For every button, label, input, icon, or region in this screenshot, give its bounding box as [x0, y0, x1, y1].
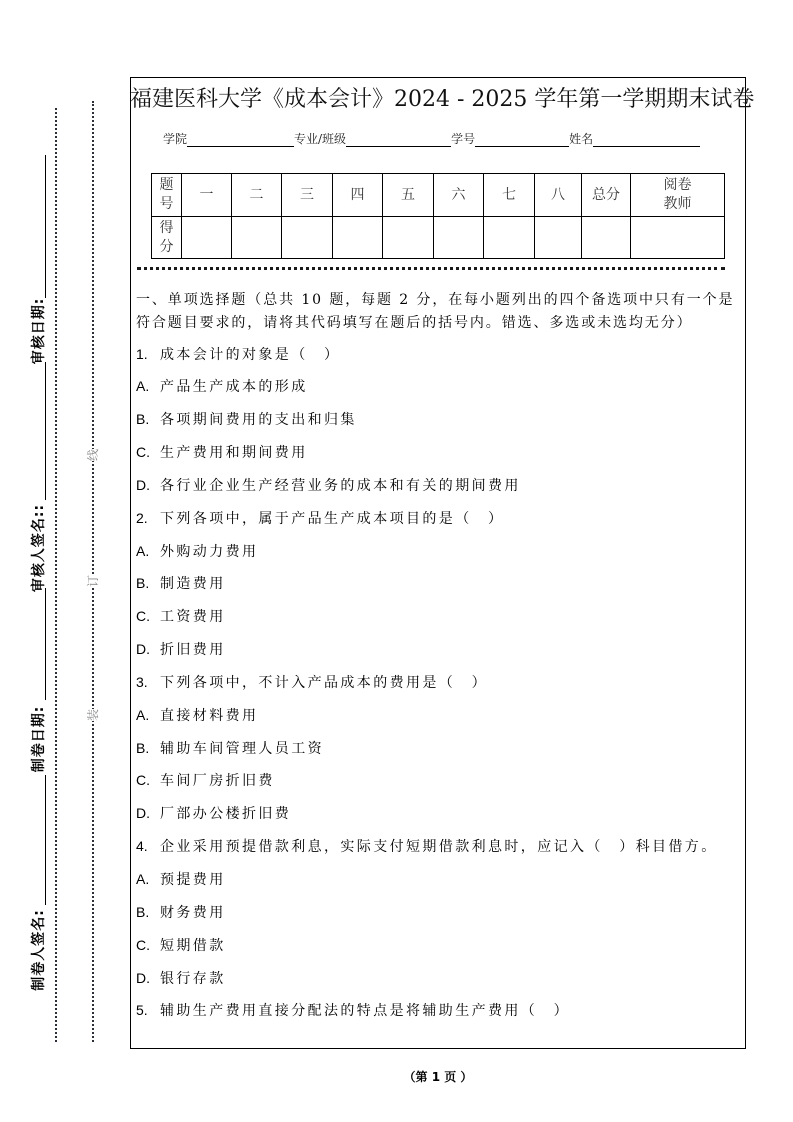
binding-mark-zhuang: 装 — [86, 708, 100, 722]
option-label: C. — [136, 936, 150, 953]
score-cell — [434, 217, 484, 259]
question-text: 辅助生产费用直接分配法的特点是将辅助生产费用（ ） — [160, 1003, 570, 1020]
question-number-label: 题号 — [159, 177, 174, 212]
option-item — [136, 929, 718, 962]
option-label: A. — [136, 542, 150, 559]
option-item — [136, 896, 718, 929]
question-stem — [136, 338, 718, 371]
score-table — [151, 173, 725, 259]
option-item — [136, 797, 718, 830]
major-class-field — [346, 132, 451, 147]
column-header-grader-cell — [631, 174, 725, 217]
question-number: 5. — [136, 1002, 148, 1019]
binding-mark-xian: 线 — [86, 448, 100, 462]
option-item — [136, 732, 718, 765]
option-text: 厂部办公楼折旧费 — [160, 806, 292, 823]
question-stem — [136, 830, 718, 863]
option-item — [136, 535, 718, 568]
question-number: 3. — [136, 673, 148, 690]
score-cell — [383, 217, 434, 259]
column-header: 五 — [383, 174, 434, 217]
option-label: D. — [136, 969, 150, 986]
option-label: C. — [136, 608, 150, 625]
question-stem — [136, 666, 718, 699]
section-heading-line: 一、单项选择题（总共 10 题，每题 2 分，在每小题列出的四个备选项中只有一个是 — [136, 292, 735, 308]
option-text: 辅助车间管理人员工资 — [160, 740, 324, 757]
option-text: 银行存款 — [160, 970, 226, 987]
option-item — [136, 863, 718, 896]
option-label: B. — [136, 903, 150, 920]
option-text: 各项期间费用的支出和归集 — [160, 412, 357, 429]
name-label: 姓名 — [569, 132, 594, 146]
dotted-separator — [137, 267, 725, 270]
option-text: 产品生产成本的形成 — [160, 379, 308, 396]
option-text: 工资费用 — [160, 609, 226, 626]
score-row — [152, 217, 725, 259]
major-class-label: 专业/班级 — [294, 132, 347, 146]
compile-date-underline — [45, 588, 46, 700]
question-text: 成本会计的对象是（ ） — [160, 346, 341, 363]
column-header: 八 — [535, 174, 582, 217]
option-label: A. — [136, 378, 150, 395]
question-list — [136, 338, 718, 1028]
option-text: 折旧费用 — [160, 642, 226, 659]
question-stem — [136, 994, 718, 1027]
question-number: 1. — [136, 345, 148, 362]
score-cell — [484, 217, 535, 259]
option-text: 财务费用 — [160, 904, 226, 921]
college-label: 学院 — [163, 132, 188, 146]
binding-mark-ding: 订 — [86, 574, 100, 588]
option-label: A. — [136, 706, 150, 723]
option-label: D. — [136, 641, 150, 658]
option-label: B. — [136, 411, 150, 428]
option-label: A. — [136, 871, 150, 887]
option-text: 直接材料费用 — [160, 707, 259, 724]
question-text: 下列各项中，属于产品生产成本项目的是（ ） — [160, 510, 505, 527]
section-heading — [136, 289, 734, 335]
compile-date-label: 制卷日期: — [31, 705, 47, 773]
option-label: B. — [136, 739, 150, 756]
row-header-cell — [152, 217, 182, 259]
option-label: B. — [136, 575, 150, 592]
option-item — [136, 600, 718, 633]
page-number: （第 1 页 ） — [403, 1070, 473, 1084]
column-header: 二 — [232, 174, 282, 217]
score-cell — [182, 217, 232, 259]
score-cell — [333, 217, 383, 259]
question-text: 下列各项中，不计入产品成本的费用是（ ） — [160, 674, 488, 691]
option-text: 车间厂房折旧费 — [160, 773, 275, 790]
review-date-label: 审核日期: — [31, 297, 47, 365]
total-score-cell — [582, 217, 631, 259]
inner-dotted-line — [55, 108, 57, 1042]
option-label: D. — [136, 476, 150, 493]
option-label: C. — [136, 444, 150, 461]
column-header: 六 — [434, 174, 484, 217]
option-item — [136, 699, 718, 732]
option-text: 短期借款 — [160, 937, 226, 954]
column-header-total: 总分 — [582, 174, 631, 217]
binding-dotted-line — [92, 101, 94, 1042]
option-item — [136, 764, 718, 797]
option-label: C. — [136, 772, 150, 789]
section-heading-line: 符合题目要求的，请将其代码填写在题后的括号内。错选、多选或未选均无分） — [136, 315, 693, 331]
question-number: 4. — [136, 838, 148, 855]
compiler-signature-label: 制卷人签名: — [31, 909, 47, 991]
exam-title: 福建医科大学《成本会计》2024 - 2025 学年第一学期期末试卷 — [130, 87, 755, 112]
option-item — [136, 633, 718, 666]
compiler-signature-underline — [45, 775, 46, 905]
option-item — [136, 567, 718, 600]
option-text: 生产费用和期间费用 — [160, 445, 308, 462]
option-item — [136, 962, 718, 995]
column-header: 四 — [333, 174, 383, 217]
student-id-label: 学号 — [451, 132, 476, 146]
score-label: 得分 — [159, 219, 174, 255]
option-text: 预提费用 — [160, 872, 226, 888]
college-field — [187, 132, 294, 147]
question-number: 2. — [136, 509, 148, 526]
review-date-underline — [45, 155, 46, 298]
column-header: 七 — [484, 174, 535, 217]
question-number-row — [152, 174, 725, 217]
grader-cell — [631, 217, 725, 259]
student-id-field — [475, 132, 569, 147]
option-text: 外购动力费用 — [160, 543, 259, 560]
question-stem — [136, 502, 718, 535]
column-header-grader: 阅卷教师 — [663, 177, 692, 212]
score-cell — [535, 217, 582, 259]
reviewer-signature-label: 审核人签名:: — [31, 503, 47, 593]
option-label: D. — [136, 805, 150, 822]
option-item — [136, 469, 718, 502]
student-info-row — [163, 131, 700, 147]
option-text: 各行业企业生产经营业务的成本和有关的期间费用 — [160, 477, 521, 494]
reviewer-signature-underline — [45, 362, 46, 500]
column-header: 一 — [182, 174, 232, 217]
option-item — [136, 403, 718, 436]
score-cell — [282, 217, 333, 259]
column-header: 三 — [282, 174, 333, 217]
name-field — [593, 132, 700, 147]
option-item — [136, 370, 718, 403]
option-item — [136, 436, 718, 469]
option-text: 制造费用 — [160, 576, 226, 593]
question-text: 企业采用预提借款利息，实际支付短期借款利息时，应记入（ ）科目借方。 — [160, 839, 718, 856]
score-cell — [232, 217, 282, 259]
row-header-cell — [152, 174, 182, 217]
